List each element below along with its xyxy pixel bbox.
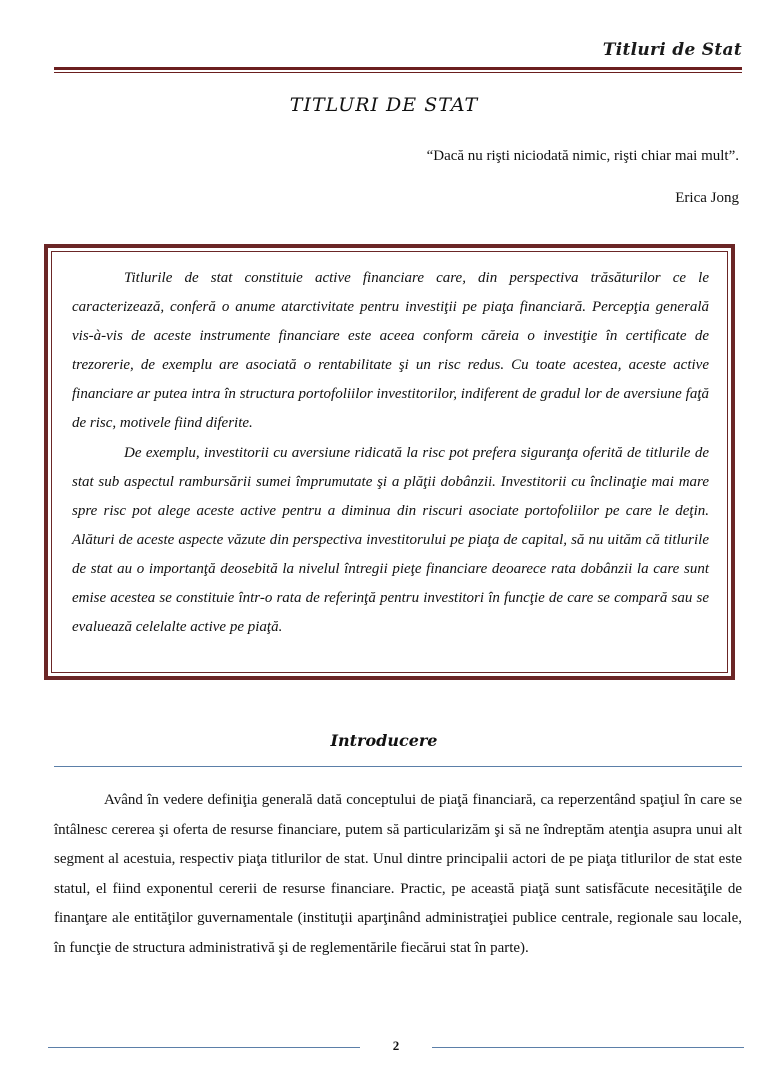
- abstract-box: [44, 244, 735, 680]
- running-header-title: Titluri de Stat: [602, 40, 742, 60]
- epigraph-quote: “Dacă nu rişti niciodată nimic, rişti chiar mai mult”.: [426, 148, 739, 164]
- footer-rule-right: [432, 1047, 744, 1048]
- body-text: [54, 786, 742, 963]
- abstract-paragraph: De exemplu, investitorii cu aversiune ridicată la risc pot prefera siguranţa oferită de titlurile de stat sub aspectul rambursării sumei împrumutate şi a plăţii dobânzii. Investitorii cu înclinaţie mai mare spre risc pot alege aceste active pentru a diminua din riscuri asociate portofoliilor pe care le deţin. Alături de aceste aspecte văzute din perspectiva investitorului pe piaţa de capital, să nu uităm că titlurile de stat au o importanţă deosebită la nivelul întregii pieţe financiare deoarece rata dobânzii la care sunt emise acestea se constituie într-o rata de referinţă pentru investitori în funcţie de care se compară sau se evaluează celelalte active pe piaţă.: [72, 444, 709, 636]
- header-rule-thin: [54, 72, 742, 73]
- page-number: 2: [392, 1038, 400, 1053]
- body-paragraph: Având în vedere definiţia generală dată conceptului de piaţă financiară, ca reperzentând spaţiul în care se întâlnesc cererea şi oferta de resurse financiare, putem să particularizăm şi să ne îndreptăm atenţia asupra unui alt segment al acestuia, respectiv piaţa titlurilor de stat. Unul dintre principalii actori de pe piaţa titlurilor de stat este statul, el fiind exponentul cererii de resurse financiare. Practic, pe această piaţă sunt satisfăcute necesităţile de finanţare ale entităţilor guvernamentale (instituţii aparţinând administraţiei publice centrale, regionale sau locale, în funcţie de structura administrativă şi de reglementările fiecărui stat în parte).: [54, 792, 742, 956]
- header-rule: [54, 67, 742, 70]
- epigraph-author: Erica Jong: [675, 190, 739, 206]
- abstract-inner-frame: [51, 251, 728, 673]
- section-heading: Introducere: [330, 731, 438, 750]
- abstract-paragraph: Titlurile de stat constituie active financiare care, din perspectiva trăsăturilor ce le caracterizează, conferă o anume atarctivitate pentru investiţii pe piaţa financiară. Percepţia generală vis-à-vis de aceste instrumente financiare este aceea conform căreia o investiţie în certificate de trezorerie, de exemplu are asociată o rentabilitate şi un risc redus. Cu toate acestea, aceste active financiare ar putea intra în structura portofoliilor investitorilor, indiferent de gradul lor de aversiune faţă de risc, motivele fiind diferite.: [72, 270, 709, 432]
- document-title: TITLURI DE STAT: [289, 94, 479, 116]
- footer-rule-left: [48, 1047, 360, 1048]
- section-divider: [54, 766, 742, 767]
